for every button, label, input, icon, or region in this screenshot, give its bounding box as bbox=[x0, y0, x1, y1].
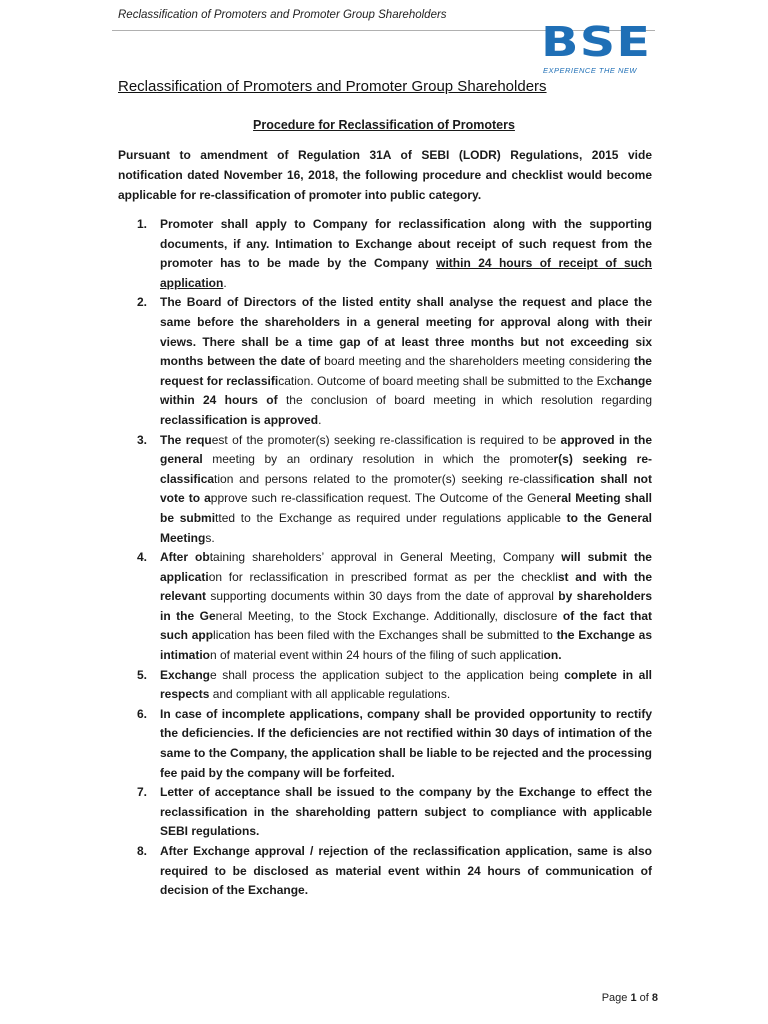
list-item bbox=[118, 293, 652, 430]
list-item-text: The requ bbox=[160, 432, 212, 447]
list-item-text: and compliant with all applicable regulations. bbox=[212, 687, 451, 702]
current-page: 1 bbox=[630, 992, 637, 1004]
list-item-number: 1. bbox=[137, 217, 148, 231]
document-title: Reclassification of Promoters and Promoter Group Shareholders bbox=[118, 78, 547, 95]
list-item-text: the request for reclassifi bbox=[160, 354, 652, 388]
bse-logo bbox=[541, 18, 652, 75]
list-item bbox=[118, 842, 652, 901]
list-item-text: neral Meeting, to the Stock Exchange. Additionally, disclosure bbox=[215, 608, 563, 623]
list-item-text: approved in the general bbox=[160, 432, 653, 467]
list-item-text: cation. Outcome of board meeting shall be submitted to the Exc bbox=[278, 373, 617, 388]
list-item-text: the Exchange as intimatio bbox=[160, 628, 652, 663]
running-header: Reclassification of Promoters and Promoter Group Shareholders bbox=[118, 9, 447, 21]
list-item bbox=[118, 705, 652, 783]
section-title: Procedure for Reclassification of Promoters bbox=[253, 118, 515, 132]
list-item-number: 6. bbox=[137, 706, 148, 721]
list-item-text: est of the promoter(s) seeking re-classification is required to be bbox=[211, 432, 561, 447]
list-item-text: In case of incomplete applications, company shall be provided opportunity to rectify the deficiencies. If the deficiencies are not rectified within 30 days of intimation of the same to the Company, the application shall be liable to be rejected and the processing fee paid by the company will be forfeited. bbox=[160, 706, 652, 780]
list-item-text: supporting documents within 30 days from the date of approval bbox=[210, 589, 559, 604]
list-item-text: of the fact that such app bbox=[160, 608, 653, 643]
list-item-text: e shall process the application subject to the application being bbox=[210, 667, 565, 682]
list-item-number: 4. bbox=[137, 550, 148, 565]
list-item bbox=[118, 548, 652, 666]
list-item bbox=[118, 215, 652, 293]
list-item bbox=[118, 783, 652, 842]
list-item-number: 7. bbox=[137, 785, 148, 800]
list-item-text: board meeting and the shareholders meeting considering bbox=[324, 354, 634, 369]
list-item-text: After Exchange approval / rejection of the reclassification application, same is also required to be disclosed as material event within 24 hours of communication of decision of the Exchange. bbox=[160, 844, 652, 898]
total-pages: 8 bbox=[651, 992, 658, 1004]
list-item-text: hange within 24 hours of bbox=[160, 373, 652, 408]
of-label: of bbox=[636, 992, 652, 1004]
list-item-number: 5. bbox=[137, 667, 148, 682]
list-item-text: tion and persons related to the promoter(s) seeking re-classifi bbox=[214, 471, 560, 486]
list-item-text: Letter of acceptance shall be issued to the company by the Exchange to effect the reclassification in the shareholding pattern subject to compliance with applicable SEBI regulations. bbox=[160, 785, 652, 839]
list-item-text: st and with the relevant bbox=[160, 569, 652, 604]
list-item-text: by shareholders in the Ge bbox=[160, 589, 653, 623]
list-item-text: on. bbox=[543, 648, 562, 663]
list-item-text: on for reclassification in prescribed format as per the checkli bbox=[208, 569, 558, 584]
list-item-text: The Board of Directors of the listed entity shall analyse the request and place the same before the shareholders in a general meeting for approval along with their views. There shall be a time gap of at least three months but not exceeding six months between the date of bbox=[160, 295, 652, 369]
procedure-list bbox=[118, 215, 652, 901]
list-item-text: r(s) seeking re-classifica bbox=[160, 452, 652, 486]
page-number bbox=[602, 992, 658, 1004]
list-item-text: the conclusion of board meeting in which resolution regarding bbox=[285, 393, 652, 408]
list-item-text: meeting by an ordinary resolution in which the promote bbox=[212, 452, 554, 467]
list-item-text: Promoter shall apply to Company for reclassification along with the supporting documents, if any. Intimation to Exchange about receipt of such request from the promoter has to be made by the Company bbox=[160, 217, 652, 271]
list-item bbox=[118, 431, 652, 549]
list-item-text: pprove such re-classification request. The Outcome of the Gene bbox=[210, 491, 557, 506]
bse-logo-tagline: EXPERIENCE THE NEW bbox=[543, 66, 638, 75]
intro-paragraph: Pursuant to amendment of Regulation 31A of SEBI (LODR) Regulations, 2015 vide notification dated November 16, 2018, the following procedure and checklist would become applicable for re-classification of promoter into public category. bbox=[118, 148, 652, 202]
list-item-emphasis: within 24 hours of receipt of such application bbox=[160, 256, 653, 290]
list-item-text: ral Meeting shall be submi bbox=[160, 491, 652, 525]
list-item-text: reclassification is approved bbox=[160, 412, 319, 427]
list-item-text: n of material event within 24 hours of the filing of such applicati bbox=[210, 648, 544, 663]
list-item-number: 8. bbox=[137, 844, 148, 858]
list-item-text: cation shall not vote to a bbox=[160, 471, 652, 506]
list-item-text: lication has been filed with the Exchanges shall be submitted to bbox=[213, 628, 557, 643]
list-item-text: After ob bbox=[160, 550, 210, 565]
list-item-text: to the General Meeting bbox=[160, 510, 652, 545]
list-item-number: 2. bbox=[137, 295, 148, 310]
list-item bbox=[118, 666, 652, 705]
list-item-text: s. bbox=[205, 530, 215, 545]
list-item-text: will submit the applicati bbox=[160, 550, 652, 584]
list-item-text: Exchang bbox=[160, 667, 211, 682]
list-item-number: 3. bbox=[137, 432, 148, 447]
list-item-text: . bbox=[223, 275, 227, 290]
list-item-text: tted to the Exchange as required under regulations applicable bbox=[215, 510, 561, 525]
list-item-text: . bbox=[318, 412, 322, 427]
list-item-text: complete in all respects bbox=[160, 667, 653, 702]
bse-logo-mark: BSE bbox=[541, 18, 652, 66]
page-label: Page bbox=[601, 992, 631, 1004]
list-item-text: taining shareholders’ approval in General Meeting, Company bbox=[209, 550, 562, 565]
